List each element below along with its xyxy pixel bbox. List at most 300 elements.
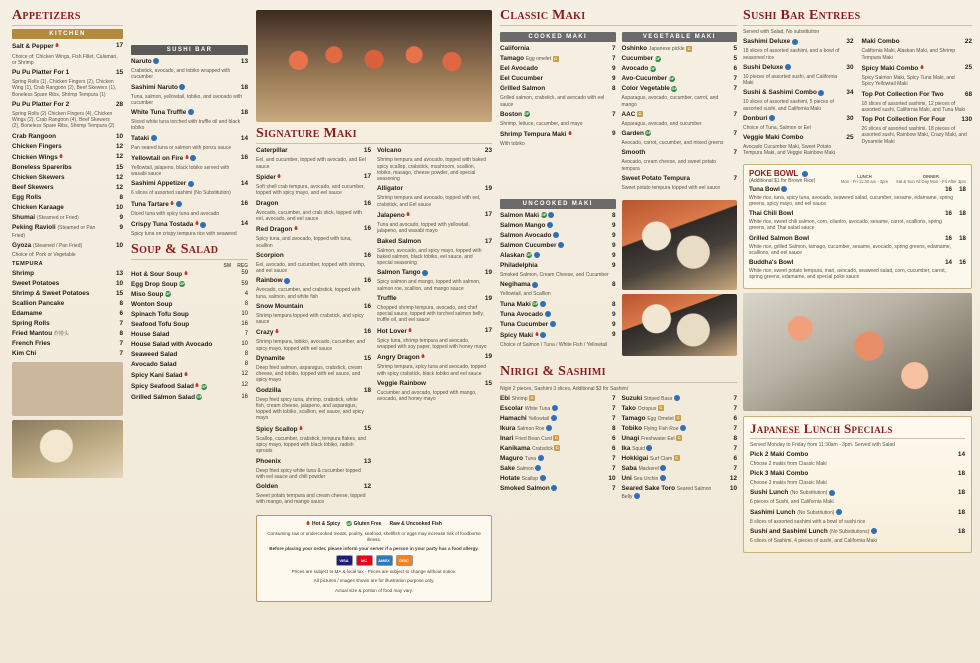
menu-item[interactable]	[622, 111, 738, 119]
menu-item[interactable]	[256, 252, 371, 260]
menu-item[interactable]	[743, 134, 854, 142]
menu-item[interactable]	[12, 174, 123, 182]
menu-item[interactable]	[256, 355, 371, 363]
menu-item[interactable]	[12, 204, 123, 212]
menu-item[interactable]	[500, 55, 616, 63]
item-name: Crazy	[256, 328, 360, 337]
menu-item[interactable]	[500, 75, 616, 83]
item-name: Sashimi Deluxe	[743, 38, 843, 46]
price-lunch: 14	[945, 259, 952, 267]
price-reg: 4	[244, 291, 249, 298]
menu-item[interactable]	[12, 290, 123, 298]
menu-item[interactable]	[131, 394, 248, 402]
poke-item[interactable]	[749, 210, 966, 217]
menu-item[interactable]	[622, 395, 738, 403]
poke-item[interactable]	[749, 259, 966, 266]
item-description: 26 slices of assorted sashimi, 18 pieces of assorted sushi, Rainbow Maki, Crazy Maki, and Dynamite Maki	[861, 126, 967, 145]
item-price: 16	[240, 153, 249, 161]
item-name: Angry Dragon	[377, 353, 481, 362]
item-description: Cucumber and avocado, topped with mango, avocado, and honey mayo	[377, 389, 477, 403]
item-name: Suzuki Striped Bass	[622, 395, 727, 403]
item-price: 16	[363, 199, 372, 207]
menu-item[interactable]	[622, 45, 738, 53]
item-description: Eel, and cucumber, topped with avocado, and Eel sauce	[256, 157, 366, 170]
item-name: Salmon Mango	[500, 222, 605, 230]
menu-item[interactable]	[256, 147, 371, 155]
menu-item[interactable]	[12, 194, 123, 202]
menu-item[interactable]	[12, 320, 123, 328]
item-description: Choice of: Pork or Vegetable	[12, 251, 76, 258]
tempura-header: TEMPURA	[12, 261, 44, 268]
menu-item[interactable]	[500, 415, 616, 423]
item-name: Baked Salmon	[377, 237, 422, 245]
item-description: Spicy tuna on crispy tempura rice with seaweed	[131, 231, 237, 238]
item-price: 18	[957, 470, 965, 478]
item-subtitle: Flying Fish Roe	[643, 425, 679, 432]
menu-item[interactable]	[500, 465, 616, 473]
menu-item[interactable]	[500, 425, 616, 433]
item-name: Snow Mountain	[256, 302, 304, 310]
menu-item[interactable]	[743, 38, 854, 46]
item-name: Avocado GF	[621, 65, 656, 73]
item-price: 16	[363, 251, 372, 259]
menu-item[interactable]	[131, 311, 248, 319]
cooked-icon: C	[675, 454, 679, 460]
menu-item[interactable]	[622, 435, 738, 443]
menu-item[interactable]	[622, 75, 738, 83]
menu-item[interactable]	[500, 321, 616, 329]
item-description: Spicy salmon and mango, topped with salmon, salmon roe, scallion, and mango sauce	[377, 279, 481, 292]
signature-maki-title: Signature Maki	[256, 126, 357, 141]
item-description: White rice, sweet potato tempura, inari, avocado, seaweed salad, corn, cucumber, carrot, spring greens, edamame, and special poke sauce	[748, 268, 947, 281]
item-name: Dragon	[256, 199, 279, 207]
item-name: Inari Fried Bean Curd C	[500, 434, 558, 442]
price-reg: 10	[241, 341, 249, 348]
menu-item[interactable]	[377, 211, 492, 220]
menu-item[interactable]	[377, 269, 492, 277]
menu-item[interactable]	[622, 405, 738, 413]
menu-item[interactable]	[131, 341, 248, 349]
item-price: 15	[363, 147, 372, 155]
menu-item[interactable]	[256, 483, 371, 491]
menu-item[interactable]	[12, 42, 123, 51]
menu-item[interactable]	[862, 38, 973, 46]
menu-item[interactable]	[377, 185, 492, 193]
gluten-free-icon: GF	[523, 111, 530, 117]
item-price: 12	[363, 483, 372, 491]
raw-fish-icon	[553, 232, 559, 238]
classic-maki-title: Classic Maki	[500, 8, 586, 23]
menu-item[interactable]	[622, 455, 738, 463]
item-price: 8	[611, 281, 616, 289]
menu-item[interactable]	[12, 330, 123, 338]
menu-item[interactable]	[500, 395, 616, 403]
legend-item	[306, 520, 340, 528]
item-description: Avocado, carrot, cucumber, and mixed greens	[621, 140, 724, 147]
item-subtitle: Japanese pickle	[648, 46, 685, 53]
item-price: 23	[484, 147, 492, 155]
menu-item[interactable]	[12, 133, 123, 141]
menu-item[interactable]	[377, 353, 492, 362]
item-name: Tuna Maki GF	[500, 301, 605, 309]
price-reg: 12	[241, 371, 249, 378]
menu-item[interactable]	[12, 350, 123, 358]
item-name: Grilled Salmon Bowl	[748, 234, 810, 242]
item-name: Maki Combo	[861, 38, 900, 46]
item-name: Red Dragon	[256, 225, 360, 234]
item-description: Yellowtail, jalapeno, black tobiko served with wasabi sauce	[131, 164, 230, 178]
item-name: Beef Skewers	[12, 183, 54, 191]
menu-item[interactable]	[12, 214, 123, 222]
item-price: 9	[611, 130, 616, 138]
menu-item[interactable]	[500, 445, 616, 453]
menu-item[interactable]	[12, 143, 123, 151]
menu-item[interactable]	[500, 85, 616, 93]
menu-item[interactable]	[12, 300, 123, 308]
menu-item[interactable]	[131, 109, 248, 117]
raw-fish-icon	[552, 405, 558, 411]
nigiri-right-list	[622, 395, 738, 503]
item-name: Wonton Soup	[131, 301, 173, 309]
menu-item[interactable]	[131, 371, 248, 380]
item-name: Chicken Skewers	[12, 173, 65, 181]
cooked-icon: C	[659, 404, 663, 410]
menu-item[interactable]	[131, 321, 248, 329]
menu-item[interactable]	[500, 252, 616, 260]
menu-item[interactable]	[500, 212, 616, 220]
menu-item[interactable]	[500, 475, 616, 483]
item-price: 18	[957, 508, 965, 516]
item-price: 14	[957, 450, 965, 458]
gluten-free-icon: GF	[668, 75, 675, 81]
item-name: Tamago Egg Omelet C	[621, 414, 680, 422]
menu-item[interactable]	[12, 310, 123, 318]
legend-line-2: Before placing your order, please inform your server if a person in your party has a food allergy.	[269, 546, 479, 552]
item-price: 8	[611, 212, 616, 220]
item-price: 7	[733, 464, 737, 472]
item-subtitle: White Tuna	[524, 405, 551, 412]
item-description: Smoked Salmon, Cream Cheese, and Cucumber	[500, 272, 609, 279]
item-name: Peking Ravioli (Steamed or Pan Fried)	[12, 223, 96, 239]
menu-item[interactable]	[377, 380, 492, 388]
item-description: 6 slices of Sashimi, 4 pieces of sushi, and California Maki	[749, 537, 877, 544]
menu-item[interactable]	[131, 382, 248, 391]
item-price: 7	[733, 130, 737, 138]
raw-fish-icon	[545, 311, 551, 317]
item-name: Spring Rolls	[12, 320, 50, 327]
menu-item[interactable]	[256, 200, 371, 208]
legend-item	[387, 520, 442, 528]
cooked-icon: C	[687, 45, 691, 51]
item-description: Scallop, cucumber, crabstick, tempura flakes, and spicy mayo, topped with black tobiko, radish sprouts	[256, 435, 367, 455]
entrees-note: Served with Salad, No substitution	[742, 29, 820, 36]
menu-item[interactable]	[622, 445, 738, 453]
menu-item[interactable]	[500, 111, 616, 119]
spicy-icon	[294, 225, 298, 234]
raw-fish-icon	[548, 212, 554, 218]
menu-item[interactable]	[862, 64, 973, 73]
item-price: 7	[733, 444, 737, 452]
item-name: Sashimi Lunch (No Substitution)	[750, 509, 954, 517]
raw-fish-icon	[188, 181, 194, 187]
legend-line-3: Prices are subject to MA & local tax - Prices are subject to change without notice.	[291, 569, 457, 575]
item-description: Spring Rolls (2) Chicken Fingers (4), Chicken Wings (2), Crab Rangoon (4), Beef Skewers (2), Boneless Spare Ribs, Shrimp Tempura (2)	[12, 110, 115, 130]
menu-item[interactable]	[500, 45, 616, 53]
item-price: 6	[733, 454, 737, 462]
item-name: Tuna Cucumber	[500, 321, 605, 329]
item-name: Seafood Tofu Soup	[131, 321, 190, 329]
menu-item[interactable]	[500, 242, 616, 250]
divider	[500, 25, 737, 26]
menu-item[interactable]	[12, 101, 123, 109]
item-name: California	[500, 45, 530, 53]
menu-item[interactable]	[12, 164, 123, 172]
menu-item[interactable]	[131, 154, 248, 163]
column-classic-maki	[500, 8, 743, 659]
poke-bowl-list	[749, 186, 966, 281]
item-price: 18	[240, 83, 249, 91]
item-name: French Fries	[12, 340, 51, 347]
menu-item[interactable]	[500, 331, 616, 340]
col-sm: SM	[223, 262, 232, 269]
price-dinner: 16	[959, 259, 966, 267]
menu-item[interactable]	[256, 225, 371, 234]
menu-item[interactable]	[500, 232, 616, 240]
item-description: Shrimp tempura and avocado, topped with eel, crabstick, and Eel sauce	[377, 195, 481, 208]
menu-item[interactable]	[12, 270, 123, 278]
item-price: 9	[611, 75, 616, 83]
menu-item[interactable]	[256, 328, 371, 337]
menu-item[interactable]	[131, 291, 248, 299]
item-description: 6 pieces of Sushi, and California Maki	[749, 499, 834, 506]
item-name: Spicy Kani Salad	[131, 371, 241, 380]
item-price: 10	[115, 241, 124, 249]
menu-item[interactable]	[622, 175, 738, 183]
menu-item[interactable]	[131, 301, 248, 309]
menu-item[interactable]	[131, 270, 248, 279]
item-subtitle: (No Substitution)	[797, 509, 835, 516]
appetizer-photo-1	[12, 362, 123, 416]
item-name: Tuna Avocado	[500, 311, 605, 319]
divider	[743, 25, 972, 26]
item-name: Pick 3 Maki Combo	[749, 470, 809, 478]
menu-item[interactable]	[622, 475, 738, 483]
menu-item[interactable]	[377, 327, 492, 336]
menu-item[interactable]	[622, 65, 738, 73]
poke-dinner-label: DINNER	[922, 173, 939, 179]
item-price: 9	[611, 320, 616, 328]
item-price: 6	[733, 65, 737, 73]
menu-item[interactable]	[750, 489, 965, 497]
item-name: Boston GF	[500, 110, 530, 118]
menu-item[interactable]	[500, 65, 616, 73]
cooked-icon: C	[638, 111, 642, 117]
item-name: Egg Drop Soup GF	[131, 281, 185, 289]
menu-item[interactable]	[131, 331, 248, 339]
menu-item[interactable]	[131, 58, 248, 66]
menu-item[interactable]	[622, 149, 738, 157]
price-reg: 7	[244, 331, 249, 338]
raw-fish-icon	[646, 445, 652, 451]
item-price: 16	[363, 328, 372, 336]
menu-item[interactable]	[131, 351, 248, 359]
raw-fish-icon	[547, 222, 553, 228]
menu-item[interactable]	[131, 84, 248, 92]
item-name: Grilled Salmon	[500, 85, 546, 93]
menu-item[interactable]	[500, 311, 616, 319]
menu-item[interactable]	[500, 435, 616, 443]
raw-fish-icon	[660, 465, 666, 471]
menu-item[interactable]	[12, 153, 123, 162]
menu-item[interactable]	[500, 485, 616, 493]
menu-item[interactable]	[743, 115, 854, 123]
item-name: Grilled Salmon Salad GF	[131, 393, 203, 401]
menu-item[interactable]	[622, 485, 738, 501]
item-subtitle: Salmon	[516, 465, 534, 472]
kitchen-band: KITCHEN	[12, 29, 123, 39]
menu-item[interactable]	[131, 220, 248, 229]
item-subtitle: Striped Bass	[643, 395, 673, 402]
item-price: 5	[733, 45, 737, 53]
item-price: 7	[611, 414, 616, 422]
menu-item[interactable]	[256, 458, 371, 466]
menu-item[interactable]	[131, 180, 248, 188]
menu-item[interactable]	[743, 64, 854, 72]
cooked-icon: C	[676, 414, 680, 420]
item-description: Choice of Tuna, Salmon or Eel	[742, 124, 811, 131]
item-price: 8	[119, 193, 124, 201]
raw-fish-icon	[179, 84, 185, 90]
menu-item[interactable]	[622, 130, 738, 138]
price-reg: 12	[241, 382, 249, 389]
spicy-icon	[277, 173, 281, 182]
item-price: 30	[846, 63, 854, 71]
menu-item[interactable]	[12, 242, 123, 250]
item-description: Spicy Salmon Maki, Spicy Tuna Maki, and Spicy Yellowtail Maki	[861, 75, 955, 88]
item-description: Shrimp, lettuce, cucumber, and mayo	[500, 120, 583, 127]
item-description: Deep fried salmon, asparagus, crabstick, cream cheese, and tobiko, topped with eel sauce, and spicy mayo	[256, 364, 362, 384]
menu-item[interactable]	[12, 224, 123, 240]
menu-item[interactable]	[256, 425, 371, 434]
menu-item[interactable]	[622, 425, 738, 433]
item-name: Buddha's Bowl	[748, 259, 794, 267]
item-name: Hokkigai Surf Clam C	[621, 454, 679, 462]
menu-item[interactable]	[256, 387, 371, 395]
legend-box	[256, 515, 492, 602]
menu-item[interactable]	[377, 295, 492, 303]
item-price: 16	[363, 225, 372, 233]
menu-item[interactable]	[256, 303, 371, 311]
item-price: 15	[115, 290, 124, 297]
item-name: Seaweed Salad	[131, 351, 178, 359]
item-price: 17	[363, 172, 372, 180]
menu-item[interactable]	[750, 509, 965, 517]
item-price: 7	[733, 424, 737, 432]
menu-item[interactable]	[500, 281, 616, 289]
item-price: 10	[115, 280, 124, 287]
item-name: Hot & Sour Soup	[131, 270, 241, 279]
item-price: 9	[611, 222, 616, 230]
menu-item[interactable]	[12, 69, 123, 77]
item-price: 10	[729, 484, 737, 492]
menu-item[interactable]	[862, 91, 973, 99]
menu-item[interactable]	[750, 451, 965, 459]
menu-item[interactable]	[622, 465, 738, 473]
item-description: Yellowtail, and Scallion	[500, 291, 551, 298]
item-price: 14	[240, 180, 249, 188]
menu-item[interactable]	[131, 135, 248, 143]
menu-item[interactable]	[750, 470, 965, 478]
menu-item[interactable]	[500, 130, 616, 139]
item-price: 8	[611, 424, 616, 432]
poke-item[interactable]	[749, 186, 966, 193]
menu-item[interactable]	[622, 85, 738, 93]
legend-line-5: Actual size & portion of food may vary.	[334, 587, 414, 593]
menu-item[interactable]	[500, 405, 616, 413]
legend-line-4: All pictures / images shown are for illustration purpose only.	[313, 578, 435, 584]
menu-item[interactable]	[743, 89, 854, 97]
price-sm: 5	[241, 281, 245, 288]
item-description: Tuna, salmon, yellowtail, tobiko, and avocado with cucumber	[131, 93, 243, 106]
spicy-icon	[185, 154, 189, 163]
item-name: Uni Sea Urchin	[622, 475, 727, 483]
item-name: Sushi Lunch (No Substitution)	[750, 489, 954, 497]
menu-item[interactable]	[256, 173, 371, 182]
item-description: Spicy tuna, and avocado, topped with tuna, scallion	[256, 236, 352, 249]
item-name: Ika Squid	[622, 445, 727, 453]
item-name: Pick 2 Maki Combo	[749, 450, 809, 458]
item-price: 68	[964, 90, 973, 98]
menu-item[interactable]	[862, 116, 973, 124]
item-name: Smoked Salmon	[500, 485, 605, 493]
menu-item[interactable]	[500, 262, 616, 270]
menu-item[interactable]	[377, 147, 492, 155]
item-description: White rice, grilled Salmon, tamago, cucumber, sesame, avocado, spring greens, edamame, scallions, and eel sauce	[748, 243, 952, 256]
mastercard-icon: MC	[356, 555, 373, 566]
item-price: 7	[611, 484, 616, 492]
item-price: 7	[611, 454, 616, 462]
menu-item[interactable]	[750, 528, 965, 536]
menu-item[interactable]	[12, 280, 123, 288]
menu-item[interactable]	[131, 281, 248, 289]
poke-item[interactable]	[749, 235, 966, 242]
spicy-icon	[184, 371, 188, 380]
menu-item[interactable]	[131, 361, 248, 369]
menu-item[interactable]	[500, 455, 616, 463]
menu-item[interactable]	[500, 222, 616, 230]
item-name: Spicy Scallop	[256, 425, 360, 434]
menu-item[interactable]	[622, 55, 738, 63]
menu-item[interactable]	[622, 415, 738, 423]
soup-price-headers	[131, 263, 248, 269]
item-subtitle: Scallop	[521, 475, 539, 482]
menu-item[interactable]	[500, 301, 616, 309]
menu-item[interactable]	[377, 238, 492, 246]
item-description: Shrimp tempura and avocado, topped with baked spicy scallop, crabstick, mushroom, scallion, tobiko, masago, cheese powder, and special seasoning	[377, 157, 486, 183]
item-name: Scallion Pancake	[12, 300, 65, 307]
item-price: 7	[733, 394, 737, 402]
item-name: Avo-Cucumber GF	[621, 75, 675, 83]
menu-item[interactable]	[256, 277, 371, 285]
item-price: 17	[484, 210, 492, 218]
item-price: 7	[611, 404, 616, 412]
menu-item[interactable]	[12, 184, 123, 192]
menu-item[interactable]	[12, 340, 123, 348]
item-description: Spicy tuna, shrimp tempura and avocado, wrapped with soy paper, topped with honey mayo	[377, 337, 487, 351]
raw-fish-icon	[558, 242, 564, 248]
item-name: Fried Mantou 炸馒头	[12, 330, 69, 337]
menu-item[interactable]	[131, 200, 248, 209]
